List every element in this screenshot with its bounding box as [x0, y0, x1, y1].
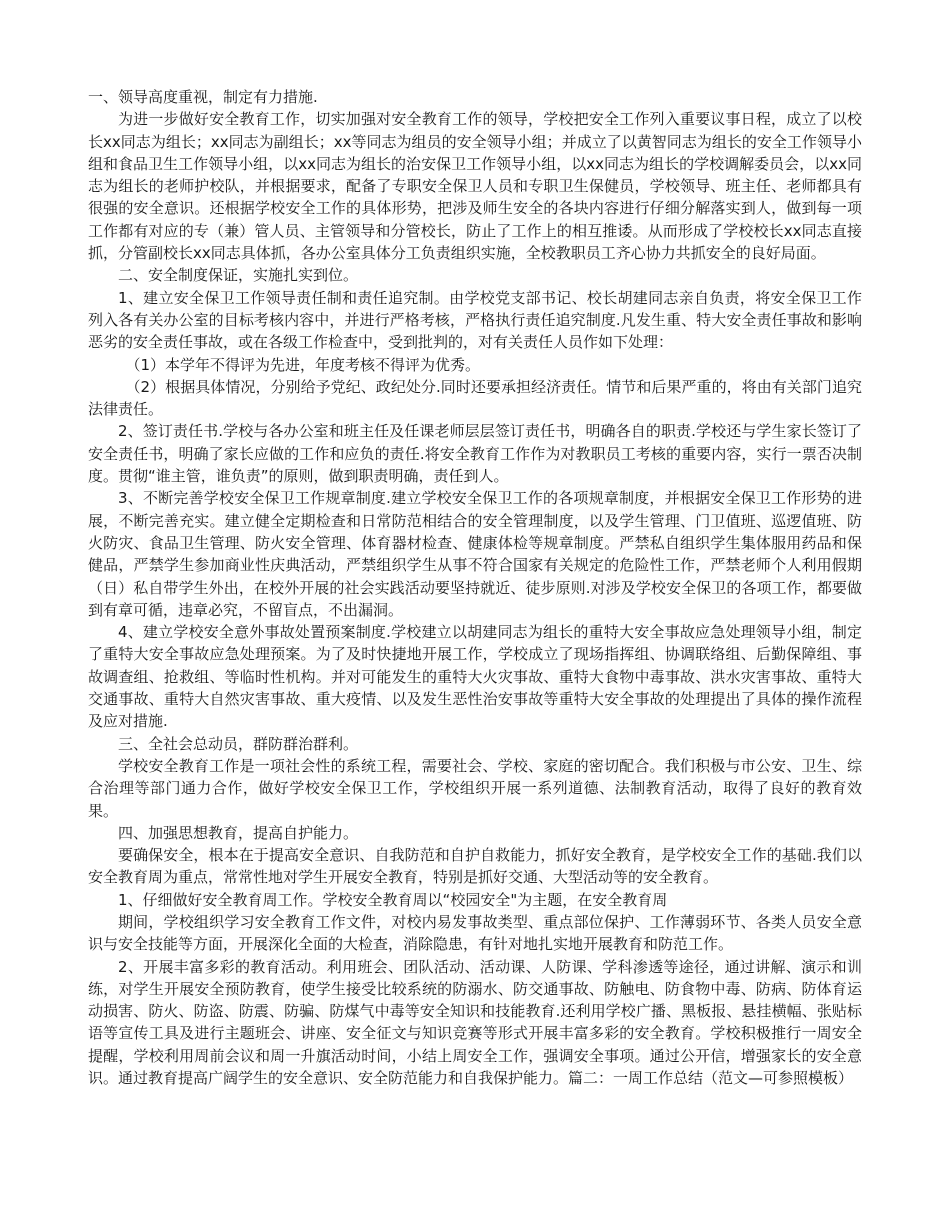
paragraph: 2、签订责任书.学校与各办公室和班主任及任课老师层层签订责任书，明确各自的职责.学校还与学生家长签订了安全责任书，明确了家长应做的工作和应负的责任.将安全教育工作作为对教职员工考核的重要内容，实行一票否决制度。贯彻“谁主管，谁负责”的原则，做到职责明确，责任到人。 — [88, 422, 862, 486]
paragraph: 期间，学校组织学习安全教育工作文件，对校内易发事故类型、重点部位保护、工作薄弱环节、各类人员安全意识与安全技能等方面，开展深化全面的大检查，消除隐患，有针对地扎实地开展教育和防范工作。 — [88, 912, 862, 954]
heading-2: 二、安全制度保证，实施扎实到位。 — [118, 266, 359, 285]
paragraph: 1、建立安全保卫工作领导责任制和责任追究制。由学校党支部书记、校长胡建同志亲自负责，将安全保卫工作列入各有关办公室的目标考核内容中，并进行严格考核，严格执行责任追究制度.凡发生重、特大安全责任事故和影响恶劣的安全责任事故，或在各级工作检查中，受到批判的，对有关责任人员作如下处理： — [88, 288, 862, 352]
list-item: （1）本学年不得评为先进，年度考核不得评为优秀。 — [125, 355, 481, 374]
paragraph: 要确保安全，根本在于提高安全意识、自我防范和自护自救能力，抓好安全教育，是学校安全工作的基础.我们以安全教育周为重点，常常性地对学生开展安全教育，特别是抓好交通、大型活动等的安全教育。 — [88, 846, 862, 887]
paragraph: 为进一步做好安全教育工作，切实加强对安全教育工作的领导，学校把安全工作列入重要议事日程，成立了以校长xx同志为组长；xx同志为副组长；xx等同志为组员的安全领导小组；并成立了以黄智同志为组长的安全工作领导小组和食品卫生工作领导小组，以xx同志为组长的治安保卫工作领导小组，以xx同志为组长的学校调解委员会，以xx同志为组长的老师护校队，并根据要求，配备了专职安全保卫人员和专职卫生保健员，学校领导、班主任、老师都具有很强的安全意识。还根据学校安全工作的具体形势，把涉及师生安全的各块内容进行仔细分解落实到人，做到每一项工作都有对应的专（兼）管人员、主管领导和分管校长，防止了工作上的相互推诿。从而形成了学校校长xx同志直接抓，分管副校长xx同志具体抓，各办公室具体分工负责组织实施，全校教职员工齐心协力共抓安全的良好局面。 — [88, 110, 862, 263]
paragraph: 4、建立学校安全意外事故处置预案制度.学校建立以胡建同志为组长的重特大安全事故应急处理领导小组，制定了重特大安全事故应急处理预案。为了及时快捷地开展工作，学校成立了现场指挥组、协调联络组、后勤保障组、事故调查组、抢救组、等临时性机构。并对可能发生的重特大火灾事故、重特大食物中毒事故、洪水灾害事故、重特大交通事故、重特大自然灾害事故、重大疫情、以及发生恶性治安事故等重特大安全事故的处理提出了具体的操作流程及应对措施. — [88, 623, 862, 731]
paragraph: 学校安全教育工作是一项社会性的系统工程，需要社会、学校、家庭的密切配合。我们积极与市公安、卫生、综合治理等部门通力合作，做好学校安全保卫工作，学校组织开展一系列道德、法制教育活动，取得了良好的教育效果。 — [88, 756, 862, 820]
heading-4: 四、加强思想教育，提高自护能力。 — [118, 823, 359, 842]
document-body — [88, 86, 862, 1089]
heading-3: 三、全社会总动员，群防群治群利。 — [118, 734, 359, 753]
paragraph: 1、仔细做好安全教育周工作。学校安全教育周以“校园安全"为主题，在安全教育周 — [118, 890, 668, 909]
paragraph: 2、开展丰富多彩的教育活动。利用班会、团队活动、活动课、人防课、学科渗透等途径，通过讲解、演示和训练，对学生开展安全预防教育，使学生接受比较系统的防溺水、防交通事故、防触电、防食物中毒、防病、防体育运动损害、防火、防盗、防震、防骗、防煤气中毒等安全知识和技能教育.还利用学校广播、黑板报、悬挂横幅、张贴标语等宣传工具及进行主题班会、讲座、安全征文与知识竞赛等形式开展丰富多彩的安全教育。学校积极推行一周安全提醒，学校利用周前会议和周一升旗活动时间，小结上周安全工作，强调安全事项。通过公开信，增强家长的安全意识。通过教育提高广阔学生的安全意识、安全防范能力和自我保护能力。篇二：一周工作总结（范文—可参照模板） — [88, 957, 862, 1088]
paragraph: 3、不断完善学校安全保卫工作规章制度.建立学校安全保卫工作的各项规章制度，并根据安全保卫工作形势的进展，不断完善充实。建立健全定期检查和日常防范相结合的安全管理制度，以及学生管理、门卫值班、巡逻值班、防火防灾、食品卫生管理、防火安全管理、体育器材检查、健康体检等规章制度。严禁私自组织学生集体服用药品和保健品，严禁学生参加商业性庆典活动，严禁组织学生从事不符合国家有关规定的危险性工作，严禁老师个人利用假期（日）私自带学生外出，在校外开展的社会实践活动要坚持就近、徒步原则.对涉及学校安全保卫的各项工作，都要做到有章可循，违章必究，不留盲点，不出漏洞。 — [88, 489, 862, 619]
heading-1: 一、领导高度重视，制定有力措施. — [88, 88, 318, 106]
list-item: （2）根据具体情况，分别给予党纪、政纪处分.同时还要承担经济责任。情节和后果严重的，将由有关部门追究法律责任。 — [88, 377, 862, 419]
